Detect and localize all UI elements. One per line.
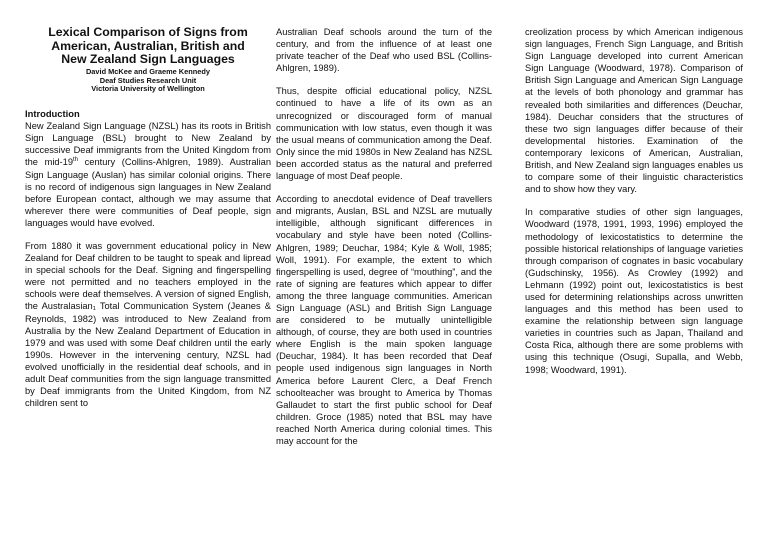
paper-title xyxy=(25,26,271,67)
section-heading-introduction: Introduction xyxy=(25,108,80,120)
title-line-1: Lexical Comparison of Signs from xyxy=(48,25,248,39)
paragraph: Thus, despite official educational policy, NZSL continued to have a life of its own as an unrecognized or discouraged form of manual communication with low status, even though it was the usual means of communication among the Deaf. Only since the mid 1980s in New Zealand has NZSL been accorded status as the natural and preferred language of most Deaf people. xyxy=(276,86,492,182)
column-2 xyxy=(276,26,492,458)
university: Victoria University of Wellington xyxy=(91,84,205,94)
byline xyxy=(25,68,271,94)
paragraph: According to anecdotal evidence of Deaf travellers and migrants, Auslan, BSL and NZSL are mutually intelligible, although significant differences in vocabulary and style have been noted (Collins-Ahlgren, 1989; Deuchar, 1984; Kyle & Woll, 1985; Woll, 1991). For example, the extent to which fingerspelling is used, degree of “mouthing”, and the rate of signing are features which appear to differ among the three language communities. American Sign Language (ASL) and British Sign Language are considered to be mutually unintelligible although, of course, they are both used in countries where English is the main spoken language (Deuchar, 1984). It has been recorded that Deaf people used indigenous sign languages in North America before Laurent Clerc, a Deaf French schoolteacher was brought to America by Thomas Gallaudet to start the first public school for Deaf children. Groce (1985) noted that BSL may have reached North America during colonial times. This may account for the xyxy=(276,194,492,446)
title-line-2: American, Australian, British and xyxy=(51,38,245,53)
column-3 xyxy=(525,26,743,387)
title-line-3: New Zealand Sign Languages xyxy=(61,52,235,67)
superscript: th xyxy=(73,157,79,164)
paragraph: creolization process by which American indigenous sign languages, French Sign Language, and British Sign Language developed into current American Sign Language (Woodward, 1978). Comparison of British Sign Language and American Sign Language at the levels of both phonology and grammar has revealed both similarities and differences (Deuchar, 1984). Deuchar considers that the structures of these two sign languages differ because of their developmental histories. Examination of the contemporary lexicons of American, Australian, British, and New Zealand sign languages enables us to compare some of their linguistic characteristics and to show how they vary. xyxy=(525,27,743,195)
paragraph-text: century (Collins-Ahlgren, 1989). Australian Sign Language (Auslan) has similar colonial origins. There is no record of indigenous sign languages in New Zealand before European contact, although we may assume that wherever there were communities of Deaf people, sign languages would have evolved. xyxy=(25,157,271,228)
paragraph: In comparative studies of other sign languages, Woodward (1978, 1991, 1993, 1996) employed the methodology of lexicostatistics to determine the possible historical relationships of language varieties through comparison of cognates in basic vocabulary (Gudschinsky, 1956). As Crowley (1992) and Lehmann (1992) point out, lexicostatistics is best used for determining relationships across unwritten languages and this method has been used to examine the relationship between sign language varieties in countries such as Japan, Thailand and Costa Rica, although there are some problems with using this technique (Osugi, Supalla, and Webb, 1998; Woodward, 1991). xyxy=(525,207,743,375)
column-1 xyxy=(25,26,271,420)
paragraph xyxy=(25,120,271,229)
paragraph-text: New Zealand Sign Language (NZSL) has its roots in British Sign Language (BSL) brought to New Zealand by successive Deaf immigrants from the United Kingdom from the mid-19 xyxy=(25,121,271,168)
research-unit: Deaf Studies Research Unit xyxy=(99,75,197,85)
authors: David McKee and Graeme Kennedy xyxy=(85,66,211,76)
paragraph: From 1880 it was government educational policy in New Zealand for Deaf children to be taught to speak and lipread in special schools for the Deaf. Signing and fingerspelling were not permitted and no teachers employed in the schools were deaf themselves. A version of signed English, the Australasian₁ Total Communication System (Jeanes & Reynolds, 1982) was introduced to New Zealand from Australia by the New Zealand Department of Education in 1979 and was used with some Deaf children until the early 1990s. However in the intervening century, NZSL had evolved unofficially in the residential deaf schools, and in adult Deaf communities from the sign language transmitted by Deaf immigrants from the United Kingdom, from NZ children sent to xyxy=(25,241,271,409)
paragraph: Australian Deaf schools around the turn of the century, and from the influence of at least one private teacher of the Deaf who used BSL (Collins-Ahlgren, 1989). xyxy=(276,27,492,74)
